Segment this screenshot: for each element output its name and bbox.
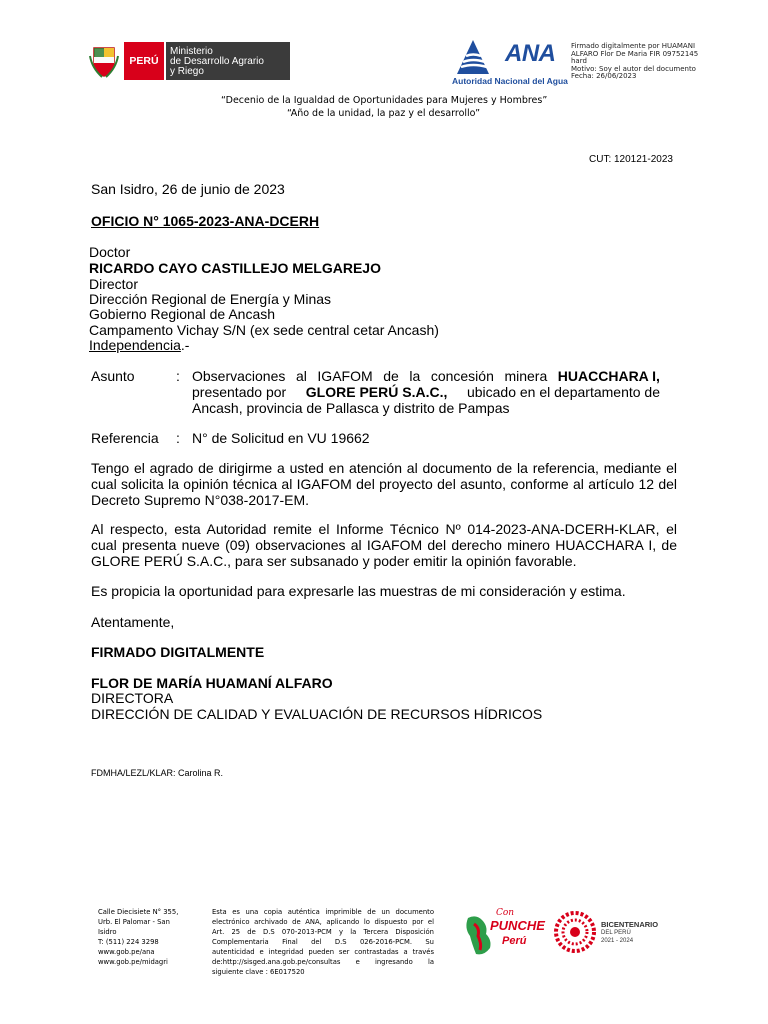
bicentenario-text: [601, 920, 658, 945]
paragraph-line: cual presenta nueve (09) observaciones al IGAFOM del derecho minero HUACCHARA I, de: [91, 537, 677, 553]
oficio-number: OFICIO N° 1065-2023-ANA-DCERH: [91, 213, 320, 229]
signer-role: DIRECTORA: [91, 690, 174, 706]
paragraph-2: [91, 521, 677, 569]
ministry-line: y Riego: [170, 66, 204, 77]
bicentenario-line: BICENTENARIO: [601, 920, 659, 929]
con-punche-peru-logo: [462, 908, 544, 958]
asunto-word: concesión: [430, 368, 494, 384]
recipient-city-suffix: .-: [180, 337, 190, 353]
paragraph-line: Tengo el agrado de dirigirme a usted en atención al documento de la referencia, mediante el: [91, 460, 677, 476]
bicentenario-line: 2021 - 2024: [601, 938, 634, 944]
referencia-label: Referencia: [91, 430, 159, 446]
footer-address: [98, 907, 178, 967]
signature-line: hard: [571, 57, 587, 66]
recipient-government: Gobierno Regional de Ancash: [89, 306, 276, 322]
asunto-word: minera: [504, 368, 548, 384]
initials-line: FDMHA/LEZL/KLAR: Carolina R.: [91, 768, 224, 778]
recipient-name: RICARDO CAYO CASTILLEJO MELGAREJO: [89, 260, 381, 276]
peru-label: PERÚ: [124, 42, 164, 80]
asunto-word: IGAFOM: [317, 368, 373, 384]
asunto-word: la: [409, 368, 421, 384]
asunto-label: Asunto: [91, 368, 135, 384]
asunto-line: Ancash, provincia de Pallasca y distrito de Pampas: [192, 400, 510, 416]
bicentenario-emblem-icon: [553, 910, 597, 954]
paragraph-line: GLORE PERÚ S.A.C., para ser subsanado y poder emitir la opinión favorable.: [91, 553, 577, 569]
referencia-text: N° de Solicitud en VU 19662: [192, 430, 370, 446]
recipient-role: Director: [89, 276, 139, 292]
footer-note-line: electrónico archivado de ANA, aplicando lo dispuesto por el: [212, 918, 434, 926]
asunto-line: [192, 368, 660, 384]
footer-address-line: Urb. El Palomar - San: [98, 918, 170, 926]
signature-line: ALFARO Flor De Maria FIR 09752145: [571, 49, 699, 58]
paragraph-line: Decreto Supremo N°038-2017-EM.: [91, 492, 310, 508]
footer-note-line: Esta es una copia auténtica imprimible de un documento: [212, 908, 434, 916]
year-quote: “Año de la unidad, la paz y el desarrollo”: [287, 108, 481, 119]
closing-line: Atentamente,: [91, 614, 175, 630]
recipient-address: Campamento Vichay S/N (ex sede central cetar Ancash): [89, 322, 439, 338]
asunto-word: al: [295, 368, 307, 384]
footer-note-line: autenticidad e integridad pueden ser contrastadas a través: [212, 948, 434, 956]
recipient-city: [89, 337, 189, 353]
paragraph-line: Al respecto, esta Autoridad remite el Informe Técnico Nº 014-2023-ANA-DCERH-KLAR, el: [91, 521, 677, 537]
referencia-colon: :: [176, 430, 180, 446]
date-line: San Isidro, 26 de junio de 2023: [91, 181, 285, 197]
digital-signature-label: FIRMADO DIGITALMENTE: [91, 644, 265, 660]
footer-address-line: www.gob.pe/ana: [98, 948, 155, 956]
footer-note-line: Art. 25 de D.S 070-2013-PCM y la Tercera Disposición: [212, 928, 434, 936]
asunto-phrase: ubicado en el departamento de: [466, 384, 660, 400]
paragraph-1: [91, 460, 677, 508]
paragraph-line: cual solicita la opinión técnica al IGAFOM del proyecto del asunto, conforme al artículo 12 del: [91, 476, 677, 492]
punche-peru: Perú: [502, 935, 527, 947]
decade-quote: “Decenio de la Igualdad de Oportunidades para Mujeres y Hombres”: [221, 95, 548, 106]
signer-unit: DIRECCIÓN DE CALIDAD Y EVALUACIÓN DE RECURSOS HÍDRICOS: [91, 706, 543, 722]
signer-name: FLOR DE MARÍA HUAMANÍ ALFARO: [91, 675, 333, 691]
ana-subtitle: Autoridad Nacional del Agua: [452, 76, 568, 86]
punche-con: Con: [496, 908, 515, 918]
paragraph-3: Es propicia la oportunidad para expresarle las muestras de mi consideración y estima.: [91, 583, 626, 599]
footer-address-line: Calle Diecisiete N° 355,: [98, 908, 179, 916]
ministry-line: de Desarrollo Agrario: [170, 56, 264, 67]
footer-authenticity-note: [212, 907, 434, 977]
footer-note-line: de:http://sisged.ana.gob.pe/consultas e ingresando la: [212, 958, 434, 966]
peru-coat-of-arms-icon: [88, 44, 120, 78]
footer-note-line: Complementaria Final del D.S 026-2016-PCM. Su: [212, 938, 434, 946]
signature-line: Fecha: 26/06/2023: [571, 72, 637, 81]
bicentenario-line: DEL PERÚ: [601, 930, 631, 936]
mining-concession-name: HUACCHARA I,: [557, 368, 660, 384]
footer-note-line: siguiente clave : 6E017520: [212, 968, 305, 976]
digital-signature-stamp: [571, 43, 721, 81]
recipient-title: Doctor: [89, 244, 131, 260]
company-name: GLORE PERÚ S.A.C.,: [305, 384, 448, 400]
asunto-colon: :: [176, 368, 180, 384]
recipient-city-name: Independencia: [89, 337, 181, 353]
recipient-office: Dirección Regional de Energía y Minas: [89, 291, 332, 307]
footer-address-line: www.gob.pe/midagri: [98, 958, 168, 966]
government-header-logo: [88, 42, 290, 80]
signature-line: Firmado digitalmente por HUAMANI: [571, 42, 696, 50]
asunto-phrase: presentado por: [192, 384, 287, 400]
ministry-line: Ministerio: [170, 46, 213, 57]
footer-address-line: T: (511) 224 3298: [98, 938, 159, 946]
signature-line: Motivo: Soy el autor del documento: [571, 64, 696, 73]
asunto-text: [192, 368, 660, 416]
punche-word: PUNCHE: [490, 918, 545, 933]
asunto-word: de: [383, 368, 399, 384]
ministry-name: [166, 42, 290, 80]
asunto-line: [192, 384, 660, 400]
ana-logo-text: ANA: [505, 40, 556, 67]
footer-address-line: Isidro: [98, 928, 117, 936]
asunto-word: Observaciones: [192, 368, 286, 384]
cut-number: CUT: 120121-2023: [589, 154, 673, 165]
